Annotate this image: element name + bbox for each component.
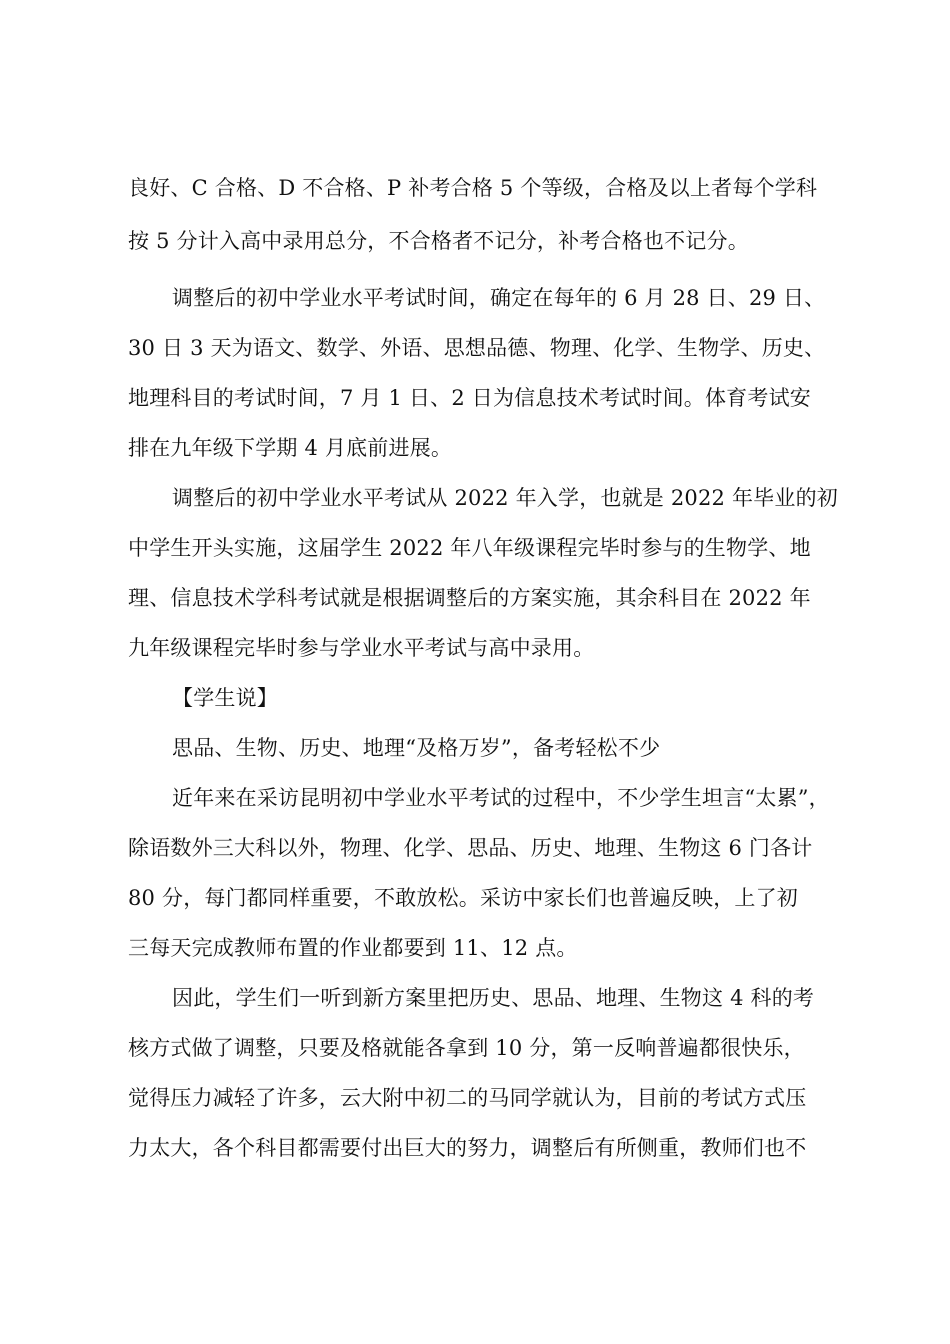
text-line: 良好、C 合格、D 不合格、P 补考合格 5 个等级，合格及以上者每个学科 <box>128 176 818 200</box>
paragraph-start: 近年来在采访昆明初中学业水平考试的过程中，不少学生坦言“太累”， <box>172 786 830 810</box>
text-line: 觉得压力减轻了许多，云大附中初二的马同学就认为，目前的考试方式压 <box>128 1086 807 1110</box>
text-line: 力太大，各个科目都需要付出巨大的努力，调整后有所侧重，教师们也不 <box>128 1136 807 1160</box>
text-line: 中学生开头实施，这届学生 2022 年八年级课程完毕时参与的生物学、地 <box>128 536 811 560</box>
text-line: 地理科目的考试时间，7 月 1 日、2 日为信息技术考试时间。体育考试安 <box>128 386 811 410</box>
paragraph-start: 因此，学生们一听到新方案里把历史、思品、地理、生物这 4 科的考 <box>172 986 815 1010</box>
section-heading: 【学生说】 <box>172 686 278 710</box>
text-line: 30 日 3 天为语文、数学、外语、思想品德、物理、化学、生物学、历史、 <box>128 336 826 360</box>
text-line: 核方式做了调整，只要及格就能各拿到 10 分，第一反响普遍都很快乐， <box>128 1036 805 1060</box>
text-line: 九年级课程完毕时参与学业水平考试与高中录用。 <box>128 636 595 660</box>
subheading: 思品、生物、历史、地理“及格万岁”，备考轻松不少 <box>172 736 661 760</box>
paragraph-start: 调整后的初中学业水平考试从 2022 年入学，也就是 2022 年毕业的初 <box>172 486 838 510</box>
text-line: 除语数外三大科以外，物理、化学、思品、历史、地理、生物这 6 门各计 <box>128 836 813 860</box>
text-line: 排在九年级下学期 4 月底前进展。 <box>128 436 453 460</box>
text-line: 按 5 分计入高中录用总分，不合格者不记分，补考合格也不记分。 <box>128 229 749 253</box>
text-line: 80 分，每门都同样重要，不敢放松。采访中家长们也普遍反映，上了初 <box>128 886 798 910</box>
text-line: 理、信息技术学科考试就是根据调整后的方案实施，其余科目在 2022 年 <box>128 586 811 610</box>
text-line: 三每天完成教师布置的作业都要到 11、12 点。 <box>128 936 578 960</box>
paragraph-start: 调整后的初中学业水平考试时间，确定在每年的 6 月 28 日、29 日、 <box>172 286 826 310</box>
